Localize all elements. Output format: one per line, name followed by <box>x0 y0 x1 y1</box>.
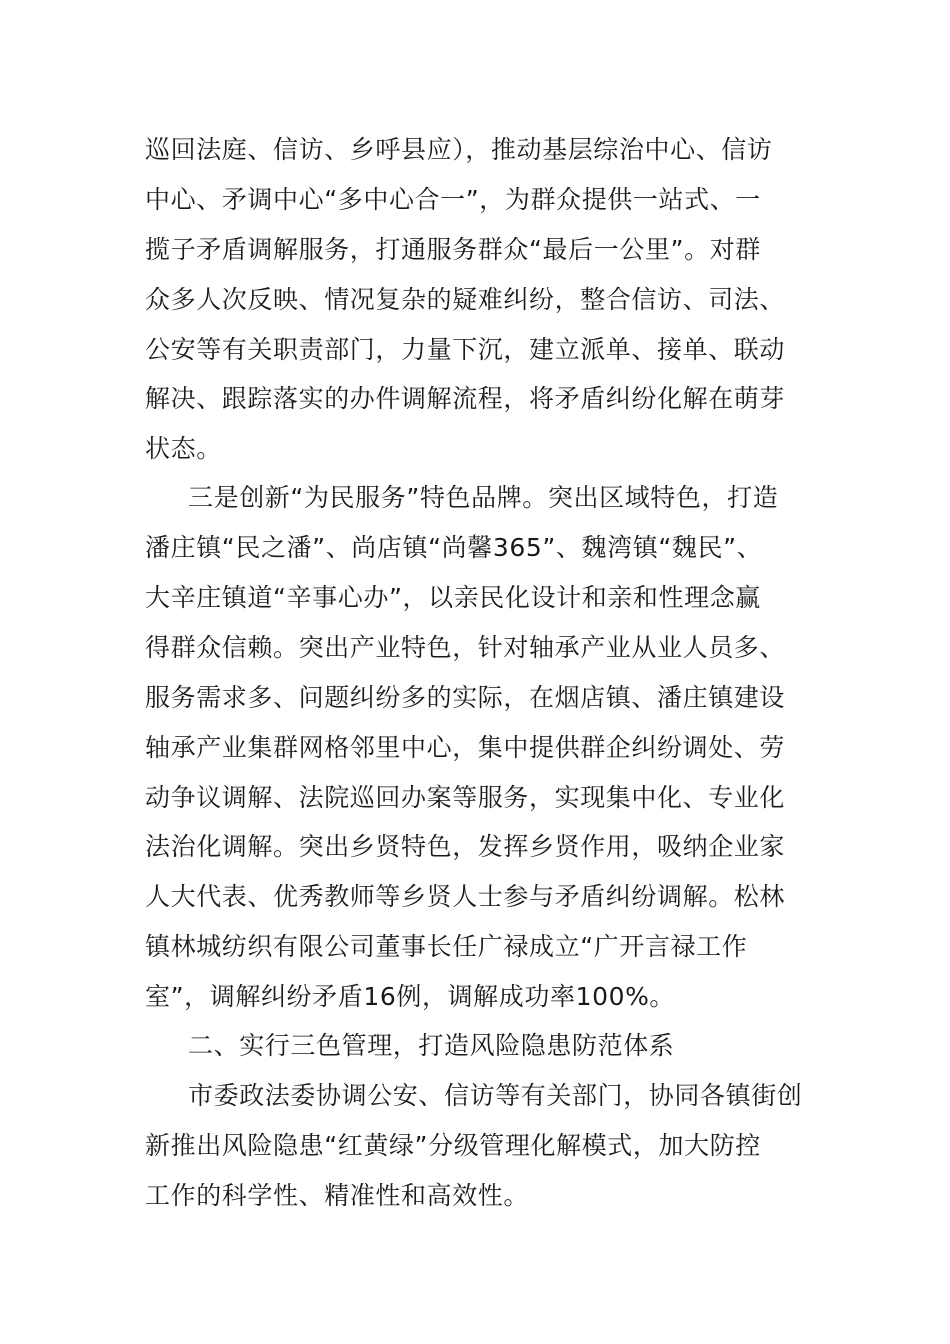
text-line: 服务需求多、问题纠纷多的实际，在烟店镇、潘庄镇建设 <box>145 683 786 712</box>
text-line: 大辛庄镇道“辛事心办”，以亲民化设计和亲和性理念赢 <box>145 583 761 612</box>
text-line: 轴承产业集群网格邻里中心，集中提供群企纠纷调处、劳 <box>145 733 786 762</box>
text-line: 动争议调解、法院巡回办案等服务，实现集中化、专业化 <box>145 783 786 812</box>
text-line: 揽子矛盾调解服务，打通服务群众“最后一公里”。对群 <box>145 235 761 264</box>
text-line: 众多人次反映、情况复杂的疑难纠纷，整合信访、司法、 <box>145 285 786 314</box>
text-line: 室”，调解纠纷矛盾16例，调解成功率100%。 <box>145 982 676 1011</box>
text-line: 得群众信赖。突出产业特色，针对轴承产业从业人员多、 <box>145 633 786 662</box>
text-line: 巡回法庭、信访、乡呼县应），推动基层综治中心、信访 <box>145 135 773 164</box>
section-heading: 二、实行三色管理，打造风险隐患防范体系 <box>188 1031 675 1060</box>
text-line: 人大代表、优秀教师等乡贤人士参与矛盾纠纷调解。松林 <box>145 882 786 911</box>
text-line: 状态。 <box>145 434 222 463</box>
text-line: 工作的科学性、精准性和高效性。 <box>145 1181 530 1210</box>
text-line: 法治化调解。突出乡贤特色，发挥乡贤作用，吸纳企业家 <box>145 832 786 861</box>
text-line: 解决、跟踪落实的办件调解流程，将矛盾纠纷化解在萌芽 <box>145 384 786 413</box>
text-line: 潘庄镇“民之潘”、尚店镇“尚馨365”、魏湾镇“魏民”、 <box>145 533 763 562</box>
text-line: 镇林城纺织有限公司董事长任广禄成立“广开言禄工作 <box>145 932 748 961</box>
text-line: 中心、矛调中心“多中心合一”，为群众提供一站式、一 <box>145 185 761 214</box>
text-line: 新推出风险隐患“红黄绿”分级管理化解模式，加大防控 <box>145 1131 761 1160</box>
text-line: 公安等有关职责部门，力量下沉，建立派单、接单、联动 <box>145 335 786 364</box>
text-line: 市委政法委协调公安、信访等有关部门，协同各镇街创 <box>188 1081 803 1110</box>
text-line: 三是创新“为民服务”特色品牌。突出区域特色，打造 <box>188 483 779 512</box>
